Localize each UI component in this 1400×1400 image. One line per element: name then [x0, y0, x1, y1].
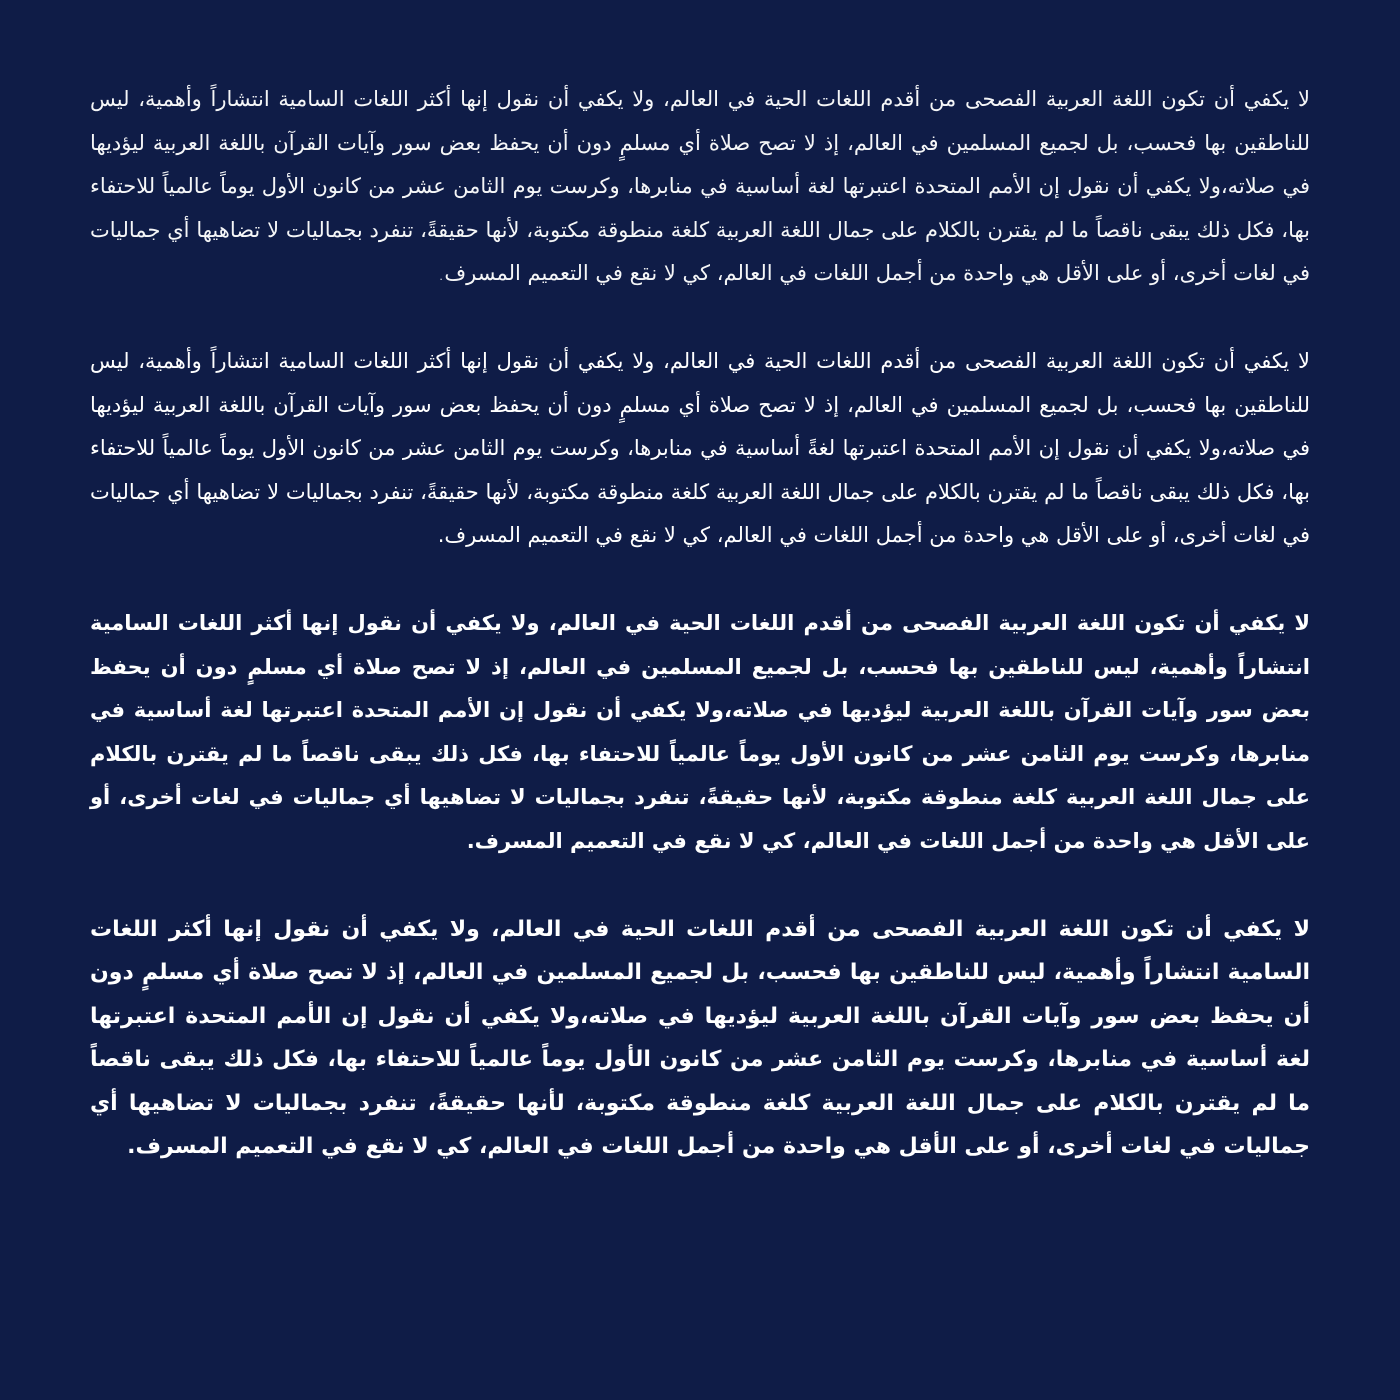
- paragraph-bold-weight: لا يكفي أن تكون اللغة العربية الفصحى من أقدم اللغات الحية في العالم، ولا يكفي أن نقول إنها أكثر اللغات السامية انتشاراً وأهمية، ليس للناطقين بها فحسب، بل لجميع المسلمين في العالم، إذ لا تصح صلاة أي مسلمٍ دون أن يحفظ بعض سور وآيات القرآن باللغة العربية ليؤديها في صلاته،ولا يكفي أن نقول إن الأمم المتحدة اعتبرتها لغة أساسية في منابرها، وكرست يوم الثامن عشر من كانون الأول يوماً عالمياً للاحتفاء بها، فكل ذلك يبقى ناقصاً ما لم يقترن بالكلام على جمال اللغة العربية كلغة منطوقة مكتوبة، لأنها حقيقةً، تنفرد بجماليات لا تضاهيها أي جماليات في لغات أخرى، أو على الأقل هي واحدة من أجمل اللغات في العالم، كي لا نقع في التعميم المسرف.: [90, 610, 1310, 853]
- paragraph-regular-weight: لا يكفي أن تكون اللغة العربية الفصحى من أقدم اللغات الحية في العالم، ولا يكفي أن نقول إنها أكثر اللغات السامية انتشاراً وأهمية، ليس للناطقين بها فحسب، بل لجميع المسلمين في العالم، إذ لا تصح صلاة أي مسلمٍ دون أن يحفظ بعض سور وآيات القرآن باللغة العربية ليؤديها في صلاته،ولا يكفي أن نقول إن الأمم المتحدة اعتبرتها لغةً أساسية في منابرها، وكرست يوم الثامن عشر من كانون الأول يوماً عالمياً للاحتفاء بها، فكل ذلك يبقى ناقصاً ما لم يقترن بالكلام على جمال اللغة العربية كلغة منطوقة مكتوبة، لأنها حقيقةً، تنفرد بجماليات لا تضاهيها أي جماليات في لغات أخرى، أو على الأقل هي واحدة من أجمل اللغات في العالم، كي لا نقع في التعميم المسرف.: [90, 348, 1310, 548]
- paragraph-black-weight: لا يكفي أن تكون اللغة العربية الفصحى من أقدم اللغات الحية في العالم، ولا يكفي أن نقول إنها أكثر اللغات السامية انتشاراً وأهمية، ليس للناطقين بها فحسب، بل لجميع المسلمين في العالم، إذ لا تصح صلاة أي مسلمٍ دون أن يحفظ بعض سور وآيات القرآن باللغة العربية ليؤديها في صلاته،ولا يكفي أن نقول إن الأمم المتحدة اعتبرتها لغة أساسية في منابرها، وكرست يوم الثامن عشر من كانون الأول يوماً عالمياً للاحتفاء بها، فكل ذلك يبقى ناقصاً ما لم يقترن بالكلام على جمال اللغة العربية كلغة منطوقة مكتوبة، لأنها حقيقةً، تنفرد بجماليات لا تضاهيها أي جماليات في لغات أخرى، أو على الأقل هي واحدة من أجمل اللغات في العالم، كي لا نقع في التعميم المسرف.: [90, 916, 1310, 1160]
- paragraph-light-weight: لا يكفي أن تكون اللغة العربية الفصحى من أقدم اللغات الحية في العالم، ولا يكفي أن نقول إنها أكثر اللغات السامية انتشاراً وأهمية، ليس للناطقين بها فحسب، بل لجميع المسلمين في العالم، إذ لا تصح صلاة أي مسلمٍ دون أن يحفظ بعض سور وآيات القرآن باللغة العربية ليؤديها في صلاته،ولا يكفي أن نقول إن الأمم المتحدة اعتبرتها لغة أساسية في منابرها، وكرست يوم الثامن عشر من كانون الأول يوماً عالمياً للاحتفاء بها، فكل ذلك يبقى ناقصاً ما لم يقترن بالكلام على جمال اللغة العربية كلغة منطوقة مكتوبة، لأنها حقيقةً، تنفرد بجماليات لا تضاهيها أي جماليات في لغات أخرى، أو على الأقل هي واحدة من أجمل اللغات في العالم، كي لا نقع في التعميم المسرف.: [90, 87, 1310, 286]
- text-specimen-page: [90, 78, 1310, 1338]
